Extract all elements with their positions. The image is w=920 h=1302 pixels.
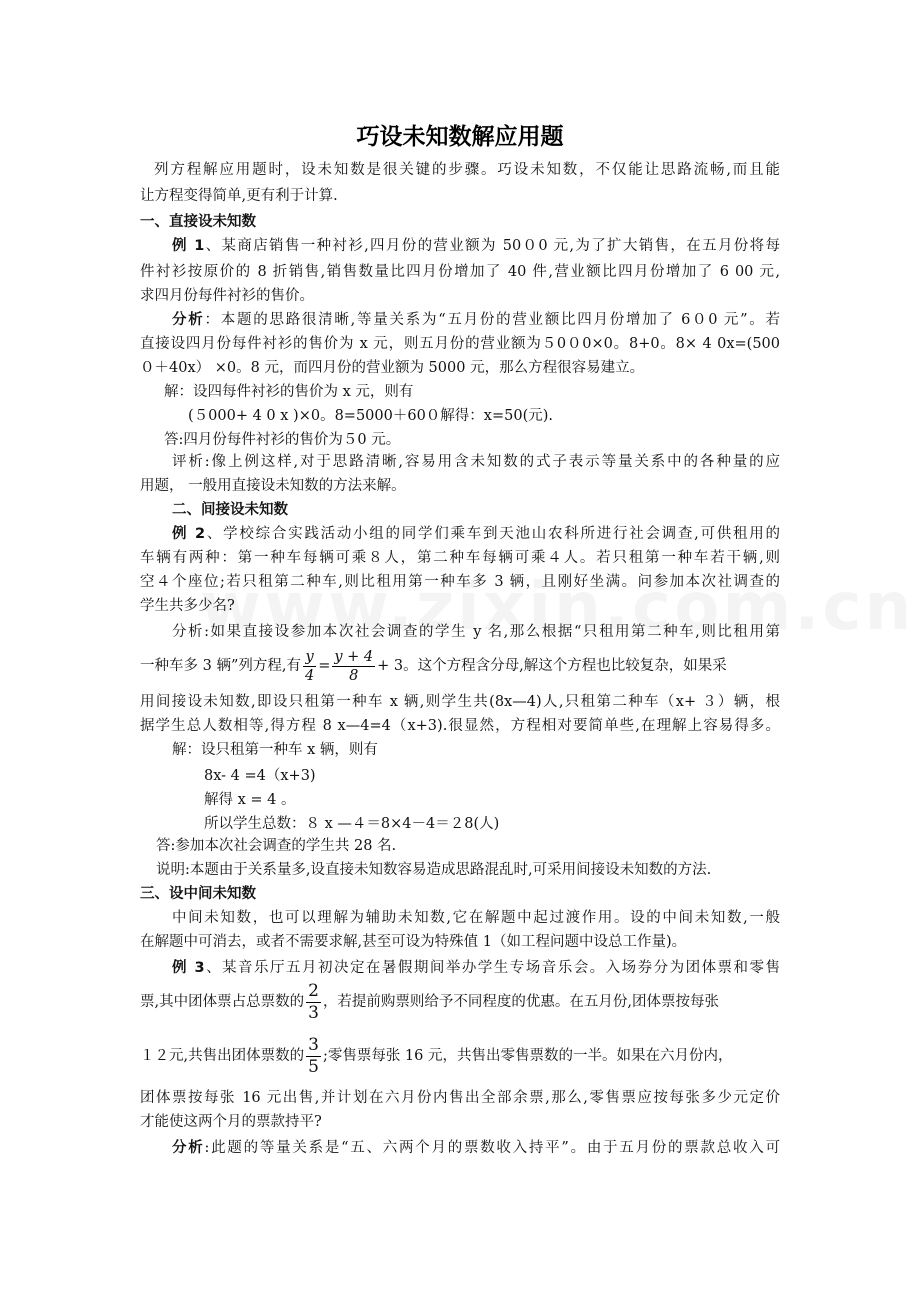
document-title: 巧设未知数解应用题: [356, 124, 564, 150]
fraction-2-over-3: $\frac{2}{3}$: [308, 980, 319, 1023]
section-3-para-line-1: 中间未知数，也可以理解为辅助未知数,它在解题中起过渡作用。设的中间未知数,一般: [172, 910, 780, 926]
fraction-y-plus-4-over-8: $\frac{y + 4}{8}$: [334, 648, 374, 684]
analysis-2-line-3: 用间接设未知数,即设只租第一种车 x 辆,则学生共(8x—4)人,只租第二种车（x+ ３）辆，根: [140, 694, 780, 710]
solution-1-equation: (５000+ 4 0 x )×0。8=5000＋60０解得：x=50(元).: [188, 408, 554, 424]
section-3-para-line-2: 在解题中可消去，或者不需要求解,甚至可设为特殊值 1（如工程问题中设总工作量)。: [140, 934, 687, 950]
review-1-line-1: 评析:像上例这样,对于思路清晰,容易用含未知数的式子表示等量关系中的各种量的应: [172, 454, 780, 470]
analysis-1-line-1: 分析：本题的思路很清晰,等量关系为“五月份的营业额比四月份增加了 6０0 元”。若: [172, 312, 780, 328]
fraction-3-over-5: $\frac{3}{5}$: [308, 1034, 319, 1077]
review-1-line-2: 用题， 一般用直接设未知数的方法来解。: [140, 478, 406, 494]
analysis-2-line-2: 一种车多 3 辆”列方程,有 $\frac{y}{4}$ = $\frac{y + 4}{8}$ + 3。这个方程含分母,解这个方程也比较复杂，如果采: [140, 648, 727, 684]
solution-1-line-1: 解：设四每件衬衫的售价为 x 元，则有: [164, 384, 414, 400]
example-2-line-4: 学生共多少名?: [140, 598, 235, 614]
analysis-1-label: 分析: [172, 312, 205, 328]
solution-2-total: 所以学生总数：８ x —４＝8×4－4＝２8(人): [204, 816, 500, 832]
example-3-line-2: 票,其中团体票占总票数的 $\frac{2}{3}$ ，若提前购票则给予不同程度的优惠。在五月份,团体票按每张: [140, 980, 720, 1023]
equals-sign: =: [318, 658, 331, 674]
document-page: [140, 0, 780, 1302]
example-3-line-4: 团体票按每张 16 元出售,并计划在六月份内售出全部余票,那么,零售票应按每张多少元定价: [140, 1090, 780, 1106]
solution-2-result: 解得 x = 4 。: [204, 792, 296, 808]
analysis-1-line-2: 直接设四月份每件衬衫的售价为 x 元，则五月份的营业额为５0０0×0。8+0。8× 4 0x=(500: [140, 336, 780, 352]
example-3-label: 例 3: [172, 960, 205, 976]
example-2-line-3: 空４个座位;若只租第二种车,则比租用第一种车多 3 辆，且刚好坐满。问参加本次社调查的: [140, 574, 780, 590]
fraction-y-over-4: $\frac{y}{4}$: [304, 648, 315, 684]
example-1-line-1: 例 1、某商店销售一种衬衫,四月份的营业额为 50０0 元,为了扩大销售，在五月份将每: [172, 238, 780, 254]
section-1-heading: 一、直接设未知数: [140, 214, 256, 230]
analysis-3-label: 分析: [172, 1140, 205, 1156]
analysis-1-line-3: ０＋40x） ×0。8 元，而四月份的营业额为 5000 元，那么方程很容易建立。: [140, 360, 645, 376]
intro-line-2: 让方程变得简单,更有利于计算.: [140, 188, 338, 204]
section-2-heading: 二、间接设未知数: [172, 502, 288, 518]
answer-2: 答:参加本次社会调查的学生共 28 名.: [156, 838, 397, 854]
analysis-2-line-1: 分析:如果直接设参加本次社会调查的学生 y 名,那么根据“只租用第二种车,则比租用第: [172, 624, 780, 640]
example-3-line-5: 才能使这两个月的票款持平?: [140, 1114, 322, 1130]
example-2-line-1: 例 2、学校综合实践活动小组的同学们乘车到天池山农科所进行社会调查,可供租用的: [172, 526, 780, 542]
analysis-3-line-1: 分析:此题的等量关系是“五、六两个月的票数收入持平”。由于五月份的票款总收入可: [172, 1140, 781, 1156]
solution-2-line-1: 解：设只租第一种车 x 辆，则有: [172, 742, 378, 758]
example-2-label: 例 2: [172, 526, 206, 542]
example-3-line-3: １２元,共售出团体票数的 $\frac{3}{5}$ ;零售票每张 16 元，共售出零售票数的一半。如果在六月份内，: [140, 1034, 733, 1077]
intro-line-1: 列方程解应用题时，设未知数是很关键的步骤。巧设未知数，不仅能让思路流畅,而且能: [154, 162, 780, 178]
answer-1: 答:四月份每件衬衫的售价为５0 元。: [164, 432, 401, 448]
example-1-label: 例 1: [172, 238, 205, 254]
note-2: 说明:本题由于关系量多,设直接未知数容易造成思路混乱时,可采用间接设未知数的方法.: [156, 862, 712, 878]
example-3-line-1: 例 3、某音乐厅五月初决定在暑假期间举办学生专场音乐会。入场券分为团体票和零售: [172, 960, 780, 976]
analysis-2-line-4: 据学生总人数相等,得方程 8 x—4=4（x+3).很显然，方程相对要简单些,在理解上容易得多。: [140, 718, 780, 734]
plus-three: + 3: [377, 658, 404, 674]
example-1-line-2: 件衬衫按原价的 8 折销售,销售数量比四月份增加了 40 件,营业额比四月份增加了 6 00 元,: [140, 264, 780, 280]
example-1-line-3: 求四月份每件衬衫的售价。: [140, 288, 314, 304]
example-2-line-2: 车辆有两种：第一种车每辆可乘８人，第二种车每辆可乘４人。若只租第一种车若干辆,则: [140, 550, 780, 566]
section-3-heading: 三、设中间未知数: [140, 886, 256, 902]
solution-2-equation: 8x- 4 =4（x+3): [204, 768, 316, 784]
